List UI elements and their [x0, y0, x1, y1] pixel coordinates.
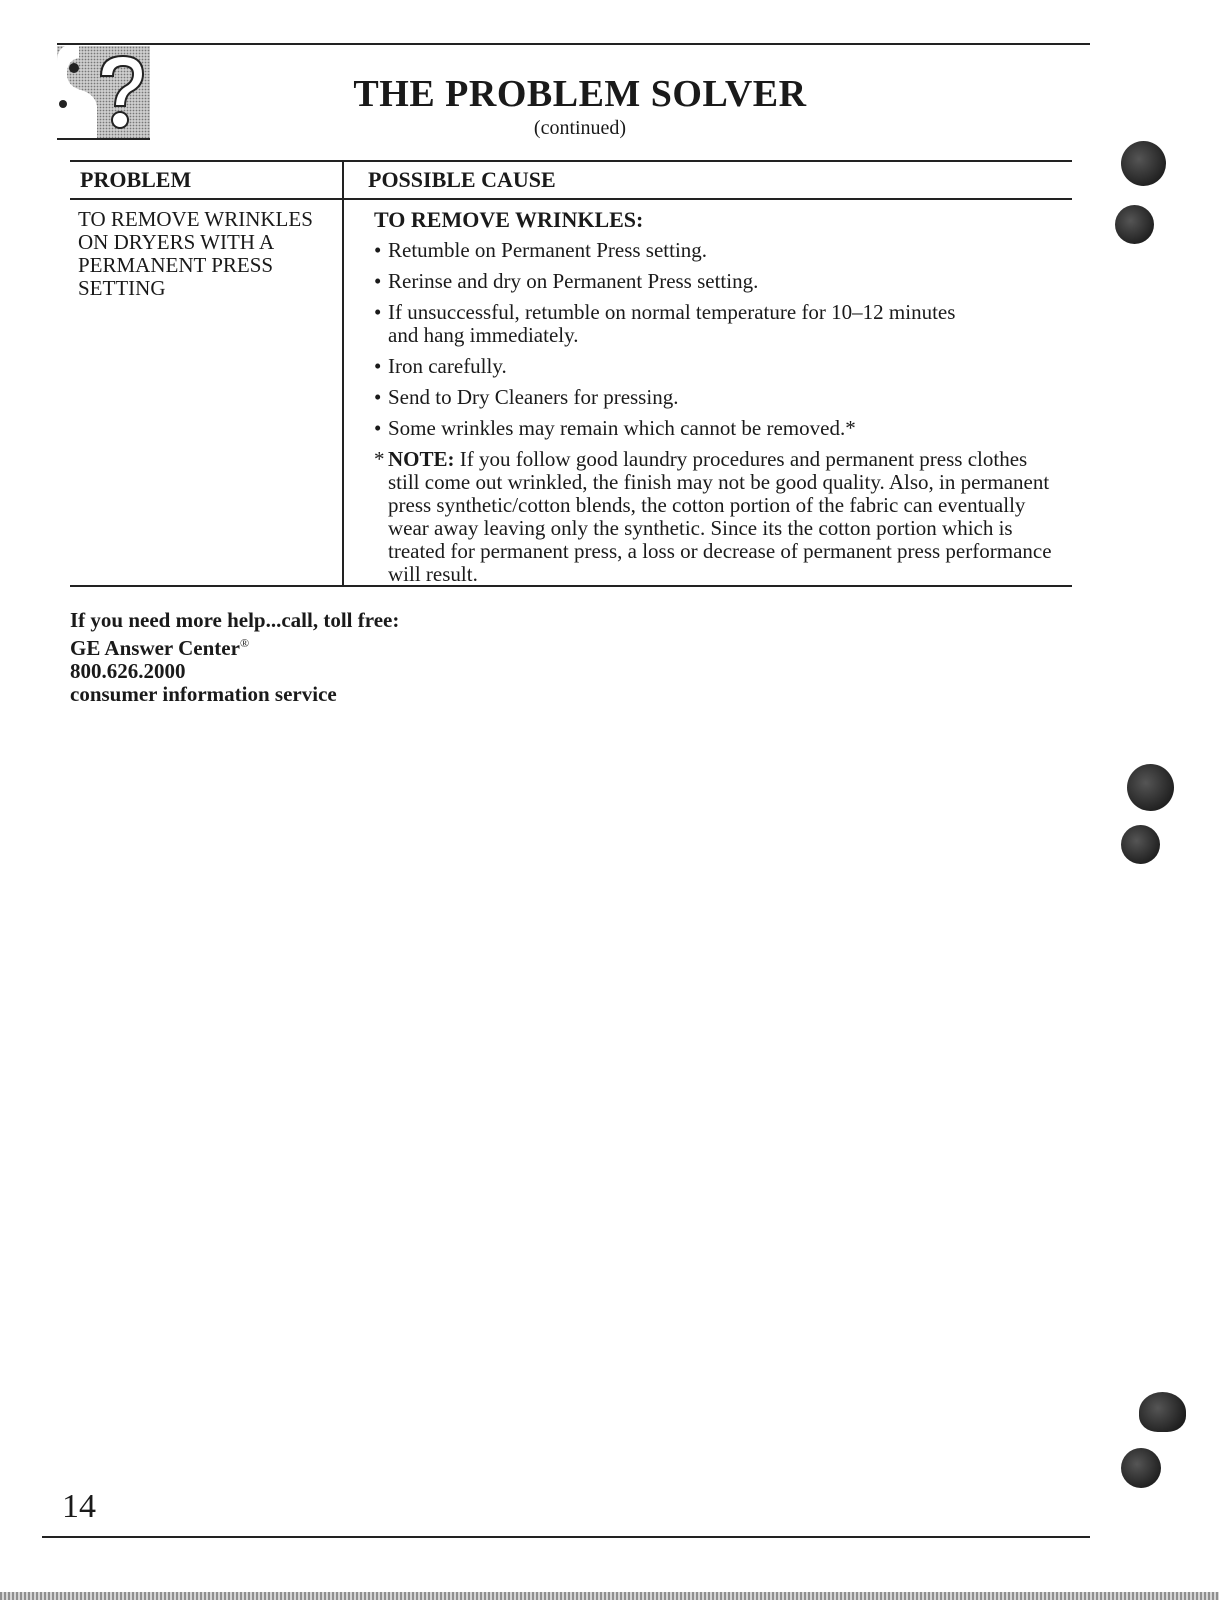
page-number: 14	[62, 1488, 96, 1525]
help-service-name: GE Answer Center®	[70, 636, 250, 660]
column-header-problem: PROBLEM	[80, 167, 192, 192]
footer-rule	[42, 1536, 1090, 1538]
help-phone-number: 800.626.2000	[70, 659, 186, 683]
scan-edge-strip	[0, 1592, 1219, 1600]
registered-mark: ®	[239, 636, 250, 650]
cause-heading: TO REMOVE WRINKLES:	[374, 207, 644, 232]
binder-hole	[1121, 1448, 1161, 1488]
binder-hole	[1139, 1392, 1186, 1432]
cause-bullet: • Retumble on Permanent Press setting.	[374, 239, 1074, 262]
problem-cell: TO REMOVE WRINKLES ON DRYERS WITH A PERMANENT PRESS SETTING	[78, 207, 313, 300]
cause-bullet: • If unsuccessful, retumble on normal temperature for 10–12 minutes and hang immediately.	[374, 301, 988, 347]
cause-bullet: • Rerinse and dry on Permanent Press setting.	[374, 270, 1074, 293]
cause-bullet: • Some wrinkles may remain which cannot be removed.*	[374, 417, 1074, 440]
binder-hole	[1121, 141, 1166, 186]
question-mark-icon	[57, 46, 150, 138]
header-bottom-rule	[57, 138, 150, 140]
column-header-possible-cause: POSSIBLE CAUSE	[368, 167, 556, 192]
header-top-rule	[57, 43, 1090, 45]
cause-bullet: • Iron carefully.	[374, 355, 1074, 378]
cause-bullet: • Send to Dry Cleaners for pressing.	[374, 386, 1074, 409]
page-title: THE PROBLEM SOLVER	[353, 73, 807, 115]
table-top-rule	[70, 160, 1072, 162]
possible-cause-cell	[374, 207, 1074, 586]
binder-hole	[1127, 764, 1174, 811]
binder-hole	[1121, 825, 1160, 864]
note-text: If you follow good laundry procedures and permanent press clothes still come out wrinkled, the finish may not be good quality. Also, in permanent press synthetic/cotton blends, the cotton portion of the fabric can eventually wear away leaving only the synthetic. Since its the cotton portion which is treated for permanent press, a loss or decrease of permanent press performance will result.	[388, 447, 1052, 586]
problem-solver-logo	[57, 46, 150, 138]
table-column-divider	[342, 160, 344, 586]
note-label: NOTE:	[388, 447, 455, 471]
note-paragraph	[374, 448, 1053, 586]
page-subtitle: (continued)	[533, 117, 627, 139]
binder-hole	[1115, 205, 1154, 244]
note-asterisk: *	[374, 447, 385, 471]
help-contact-block	[70, 609, 399, 706]
table-header-rule	[70, 198, 1072, 200]
help-line: If you need more help...call, toll free:	[70, 608, 400, 632]
help-line: consumer information service	[70, 682, 337, 706]
